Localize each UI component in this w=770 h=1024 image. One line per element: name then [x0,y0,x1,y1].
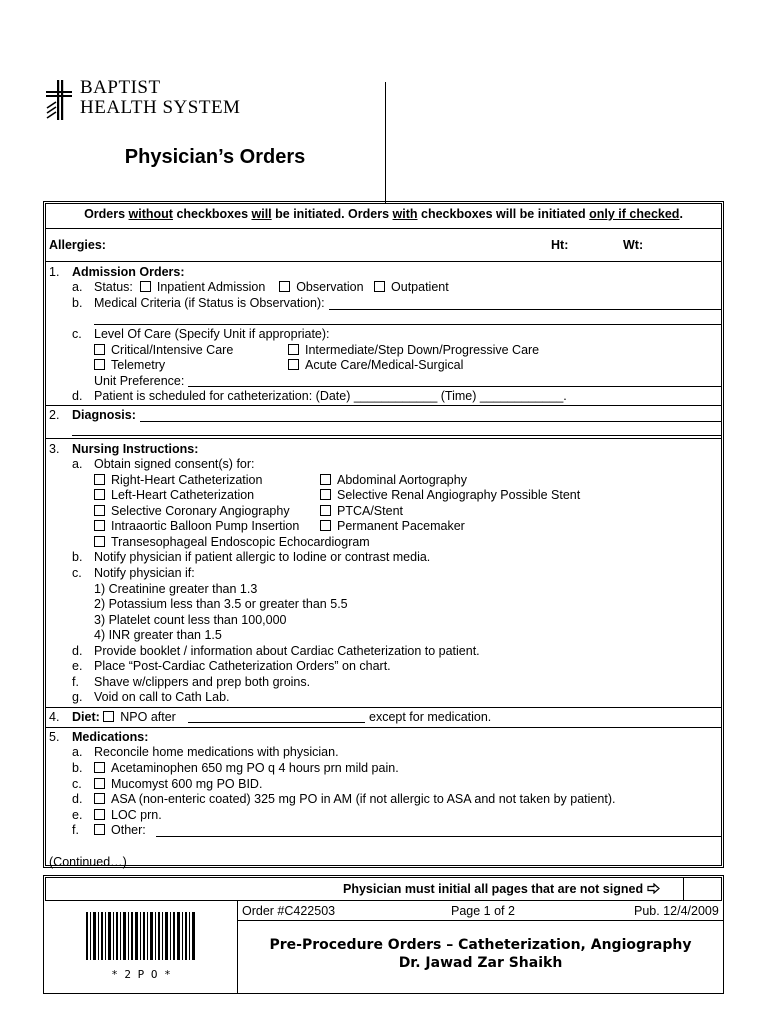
unit-preference-label: Unit Preference: [94,374,185,388]
diagnosis-field[interactable] [140,421,721,422]
row-divider [45,707,722,708]
publication-date: Pub. 12/4/2009 [634,904,719,918]
medical-criteria-field[interactable] [329,309,721,310]
initial-note: Physician must initial all pages that are not signed [343,882,660,897]
section-1-title: Admission Orders: [72,265,185,279]
s1-a-letter: a. [72,280,83,294]
continued-note: (Continued…) [49,855,127,869]
arrow-right-icon [647,883,660,894]
doctor-name: Dr. Jawad Zar Shaikh [398,955,563,971]
telemetry-checkbox[interactable] [94,359,105,370]
renal-angiography-checkbox[interactable] [320,489,331,500]
consent-option-8: Permanent Pacemaker [320,519,465,534]
consent-option-9: Transesophageal Endoscopic Echocardiogram [94,535,370,550]
diet-row: Diet: NPO after [72,710,176,724]
acetaminophen-checkbox[interactable] [94,762,105,773]
void-instruction: Void on call to Cath Lab. [94,690,230,704]
allergies-label: Allergies: [49,238,106,252]
catheterization-schedule: Patient is scheduled for catheterization: (Date) ____________ (Time) ____________. [94,389,567,403]
logo-line-1: BAPTIST [80,77,161,98]
acetaminophen-option: Acetaminophen 650 mg PO q 4 hours prn mild pain. [94,761,399,776]
s1-b-letter: b. [72,296,83,310]
section-1-number: 1. [49,265,60,279]
consent-option-6: PTCA/Stent [320,504,403,519]
other-medication-option: Other: [94,823,146,838]
other-medication-field[interactable] [156,836,721,837]
intermediate-care-option: Intermediate/Step Down/Progressive Care [288,343,539,358]
acute-care-checkbox[interactable] [288,359,299,370]
ptca-stent-checkbox[interactable] [320,505,331,516]
baptist-cross-logo-icon [44,80,74,120]
critical-care-option: Critical/Intensive Care [94,343,233,358]
orders-note: Orders without checkboxes will be initiated. Orders with checkboxes will be initiated only if checked. [84,207,683,221]
consent-option-7: Intraaortic Balloon Pump Insertion [94,519,299,534]
row-divider [45,405,722,406]
section-2-title: Diagnosis: [72,408,136,422]
page-number: Page 1 of 2 [451,904,515,918]
npo-checkbox[interactable] [103,711,114,722]
section-3-title: Nursing Instructions: [72,442,199,456]
telemetry-option: Telemetry [94,358,165,373]
consent-label: Obtain signed consent(s) for: [94,457,255,471]
booklet-instruction: Provide booklet / information about Cardiac Catheterization to patient. [94,644,480,658]
order-number: Order #C422503 [242,904,336,918]
diet-except-text: except for medication. [369,710,492,724]
reconcile-medications: Reconcile home medications with physician. [94,745,339,759]
barcode-icon [86,912,196,970]
footer-divider-h [237,920,724,921]
loc-option: LOC prn. [94,808,162,823]
status-row: Status: Inpatient Admission Observation Outpatient [94,280,449,294]
section-5-number: 5. [49,730,60,744]
s5-e-letter: e. [72,808,83,822]
asa-option: ASA (non-enteric coated) 325 mg PO in AM (if not allergic to ASA and not taken by patient). [94,792,615,807]
row-divider [45,261,722,262]
observation-checkbox[interactable] [279,281,290,292]
logo-wordmark [80,78,240,118]
post-cath-orders-instruction: Place “Post-Cardiac Catheterization Orders” on chart. [94,659,391,673]
consent-option-4: Selective Renal Angiography Possible Stent [320,488,580,503]
s5-c-letter: c. [72,777,82,791]
section-3-number: 3. [49,442,60,456]
left-heart-checkbox[interactable] [94,489,105,500]
asa-checkbox[interactable] [94,793,105,804]
level-of-care-label: Level Of Care (Specify Unit if appropriate): [94,327,330,341]
diagnosis-field-2[interactable] [72,435,721,436]
s1-d-letter: d. [72,389,83,403]
header-divider [385,82,386,203]
logo-line-2: HEALTH SYSTEM [80,97,241,118]
critical-care-checkbox[interactable] [94,344,105,355]
notify-condition-3: 3) Platelet count less than 100,000 [94,613,287,627]
mucomyst-checkbox[interactable] [94,778,105,789]
iodine-allergy-instruction: Notify physician if patient allergic to Iodine or contrast media. [94,550,431,564]
section-2-number: 2. [49,408,60,422]
inpatient-checkbox[interactable] [140,281,151,292]
section-5-title: Medications: [72,730,149,744]
loc-checkbox[interactable] [94,809,105,820]
outpatient-checkbox[interactable] [374,281,385,292]
pacemaker-checkbox[interactable] [320,520,331,531]
s3-e-letter: e. [72,659,83,673]
s3-g-letter: g. [72,690,83,704]
mucomyst-option: Mucomyst 600 mg PO BID. [94,777,262,792]
consent-option-1: Right-Heart Catheterization [94,473,262,488]
s5-a-letter: a. [72,745,83,759]
notify-condition-1: 1) Creatinine greater than 1.3 [94,582,258,596]
s5-d-letter: d. [72,792,83,806]
other-medication-checkbox[interactable] [94,824,105,835]
row-divider [45,438,722,439]
shave-prep-instruction: Shave w/clippers and prep both groins. [94,675,311,689]
notify-physician-label: Notify physician if: [94,566,195,580]
medical-criteria-label: Medical Criteria (if Status is Observation): [94,296,325,310]
consent-option-5: Selective Coronary Angiography [94,504,290,519]
acute-care-option: Acute Care/Medical-Surgical [288,358,463,373]
s3-d-letter: d. [72,644,83,658]
consent-option-2: Abdominal Aortography [320,473,467,488]
document-title: Pre-Procedure Orders – Catheterization, Angiography [269,937,692,953]
row-divider [45,727,722,728]
unit-preference-field[interactable] [188,386,721,387]
abdominal-aortography-checkbox[interactable] [320,474,331,485]
physician-initial-box[interactable] [683,877,722,901]
notify-condition-4: 4) INR greater than 1.5 [94,628,222,642]
s3-b-letter: b. [72,550,83,564]
medical-criteria-field-2[interactable] [94,324,721,325]
consent-option-3: Left-Heart Catheterization [94,488,254,503]
weight-label: Wt: [623,238,644,252]
right-heart-checkbox[interactable] [94,474,105,485]
page-title: Physician’s Orders [124,146,306,168]
s1-c-letter: c. [72,327,82,341]
row-divider [45,228,722,229]
height-label: Ht: [551,238,569,252]
tee-checkbox[interactable] [94,536,105,547]
s3-f-letter: f. [72,675,79,689]
s5-f-letter: f. [72,823,79,837]
intermediate-care-checkbox[interactable] [288,344,299,355]
balloon-pump-checkbox[interactable] [94,520,105,531]
s3-a-letter: a. [72,457,83,471]
npo-time-field[interactable] [188,722,365,723]
coronary-angiography-checkbox[interactable] [94,505,105,516]
s5-b-letter: b. [72,761,83,775]
section-4-number: 4. [49,710,60,724]
s3-c-letter: c. [72,566,82,580]
notify-condition-2: 2) Potassium less than 3.5 or greater than 5.5 [94,597,348,611]
barcode-text: * 2 P O * [111,968,171,981]
